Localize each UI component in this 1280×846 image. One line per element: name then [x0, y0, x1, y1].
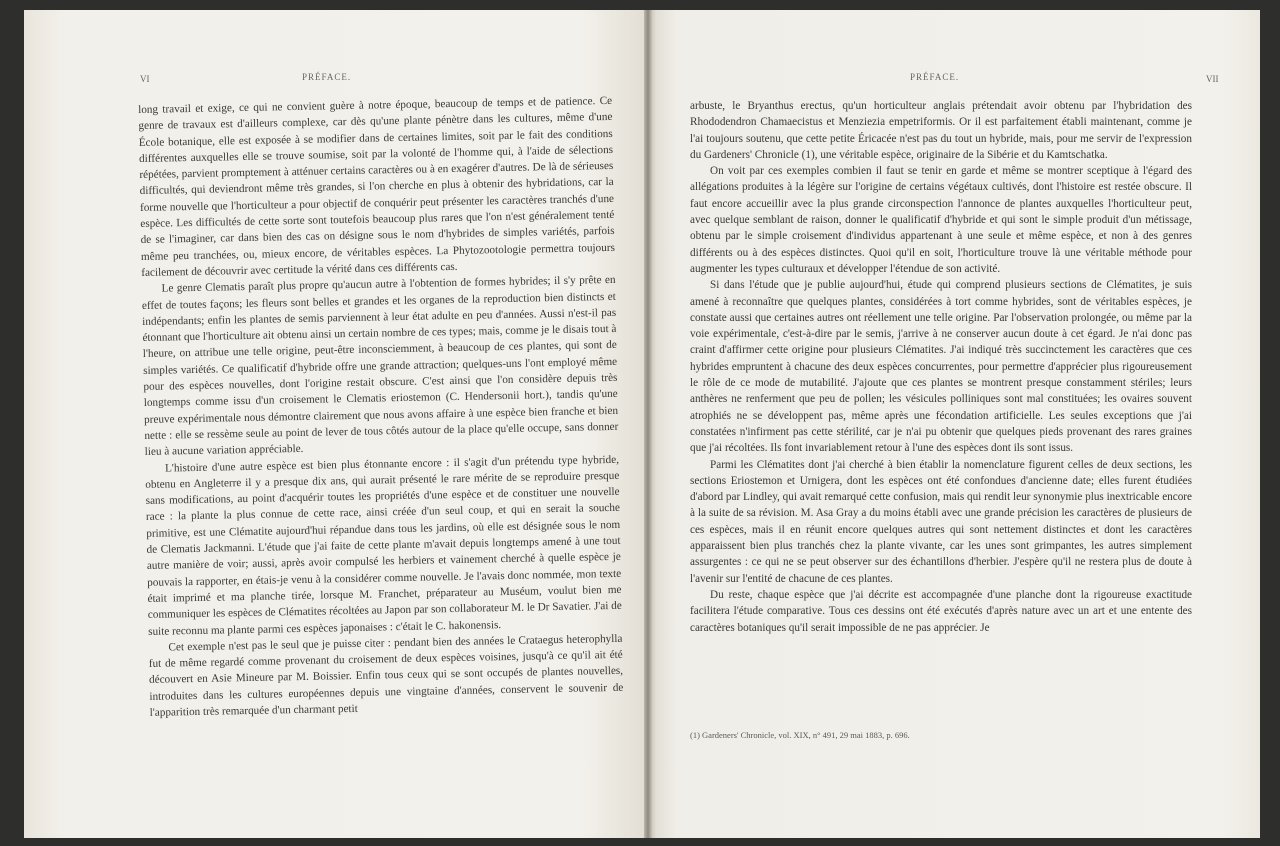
right-paragraph-4: Parmi les Clématites dont j'ai cherché à bien établir la nomenclature figurent celles de deux sections, les sections Eriostemon et Urnigera, dont les espèces ont été confondues d'ancienne date; elles furent étudiées d'abord par Lindley, qui avait remarqué cette confusion, mais qui rendit leur synonymie plus inextricable encore à la suite de sa révision. M. Asa Gray a du moins établi avec une grande précision les caractères de plusieurs de ces espèces, mais il en réunit encore quelques autres qui sont nettement distinctes et dont les caractères apparaissent bien plus tranchés chez la plante vivante, car les unes sont grimpantes, les autres simplement assurgentes : ce qui ne se peut observer sur des échantillons d'herbier. J'espère qu'il ne restera plus de doute à l'avenir sur l'entité de chacune de ces plantes. [690, 458, 1192, 585]
book-gutter [644, 10, 652, 838]
right-paragraph-5: Du reste, chaque espèce que j'ai décrite est accompagnée d'une planche dont la rigoureuse exactitude facilitera l'étude comparative. Tous ces dessins ont été exécutés d'après nature avec un art et une entente des caractères botaniques qu'il serait impossible de ne pas apprécier. Je [690, 588, 1192, 634]
left-folio: VI [140, 74, 150, 84]
right-folio: VII [1206, 74, 1219, 84]
left-body-text [138, 93, 624, 721]
right-page [646, 10, 1260, 838]
right-body-text [690, 98, 1192, 636]
left-running-head: PRÉFACE. [302, 72, 352, 82]
book-spread [24, 10, 1260, 838]
right-paragraph-3: Si dans l'étude que je publie aujourd'hui, étude qui comprend plusieurs sections de Clématites, je suis amené à reconnaître que quelques plantes, considérées à tort comme hybrides, sont de véritables espèces, je constate aussi que certaines autres ont réellement une telle origine. Par l'observation prolongée, ou même par la voie expérimentale, c'est-à-dire par le semis, j'arrive à ne conserver aucun doute à cet égard. Je n'ai donc pas craint d'affirmer cette origine pour plusieurs Clématites. J'ai indiqué très succinctement les caractères que ces hybrides empruntent à chacune des deux espèces concurrentes, pour permettre d'apprécier plus rigoureusement le rôle de ce mode de mutabilité. J'ajoute que ces plantes se montrent presque constamment stériles; leurs anthères ne renferment que peu de pollen; les vésicules polliniques sont mal constituées; les ovaires souvent atrophiés ne se développent pas, même après une fécondation artificielle. Les seules exceptions que j'ai constatées n'infirment pas cette stérilité, car je n'ai pu obtenir que quelques pieds provenant des rares graines que j'ai récoltées. Ils font invariablement retour à l'une des espèces dont ils sont issus. [690, 279, 1192, 455]
left-page [24, 10, 646, 838]
right-paragraph-1: arbuste, le Bryanthus erectus, qu'un horticulteur anglais prétendait avoir obtenu par l'hybridation des Rhododendron Chamaecistus et Menziezia empetriformis. Or il est parfaitement établi maintenant, comme je l'ai toujours soutenu, que cette petite Éricacée n'est pas du tout un hybride, mais, pour me servir de l'expression du Gardeners' Chronicle (1), une véritable espèce, originaire de la Sibérie et du Kamtschatka. [690, 100, 1192, 161]
footnote: (1) Gardeners' Chronicle, vol. XIX, n° 491, 29 mai 1883, p. 696. [690, 730, 910, 740]
left-paragraph-3: L'histoire d'une autre espèce est bien plus étonnante encore : il s'agit d'un prétendu type hybride, obtenu en Angleterre il y a presque dix ans, qui aurait présenté le rare mérite de se reproduire presque sans modifications, au point d'acquérir toutes les propriétés d'une espèce et de constituer une nouvelle race : la plante la plus connue de cette race, ainsi créée d'un seul coup, et qui en serait la souche primitive, est une Clématite aujourd'hui répandue dans tous les jardins, où elle est désignée sous le nom de Clematis Jackmanni. L'étude que j'ai faite de cette plante m'avait depuis longtemps amené à une tout autre manière de voir; aussi, après avoir compulsé les herbiers et vainement cherché à quelle espèce je pouvais la rapporter, en étais-je venu à la considérer comme nouvelle. Je l'avais donc nommée, mon texte était imprimé et ma planche tirée, lorsque M. Franchet, préparateur au Muséum, voulut bien me communiquer les espèces de Clématites récoltées au Japon par son collaborateur M. le Dr Savatier. J'ai de suite reconnu ma plante parmi ces espèces japonaises : c'était le C. hakonensis. [145, 453, 622, 638]
right-running-head: PRÉFACE. [910, 72, 960, 82]
left-paragraph-2: Le genre Clematis paraît plus propre qu'aucun autre à l'obtention de formes hybrides; il s'y prête en effet de toutes façons; les fleurs sont belles et grandes et les organes de la reproduction bien distincts et indépendants; enfin les plantes de semis parviennent à leur état adulte en peu d'années. Aussi n'est-il pas étonnant que l'horticulture ait obtenu ainsi un certain nombre de ces types; mais, comme je le disais tout à l'heure, on attribue une telle origine, peut-être inconsciemment, à beaucoup de ces plantes, qui sont de simples variétés. Ce qualificatif d'hybride offre une grande attraction; quelques-uns l'ont employé même pour des espèces nouvelles, dont l'origine restait obscure. C'est ainsi que l'on considère depuis très longtemps comme issu d'un croisement le Clematis eriostemon (C. Hendersonii hort.), tandis qu'une preuve expérimentale nous démontre clairement que nous avons affaire à une espèce bien franche et bien nette : elle se ressème seule au point de lever de tous côtés autour de la place qu'elle occupe, sans donner lieu à aucune variation appréciable. [141, 274, 619, 459]
left-paragraph-4: Cet exemple n'est pas le seul que je puisse citer : pendant bien des années le Crataegus heterophylla fut de même regardé comme provenant du croisement de deux espèces voisines, jusqu'à ce qu'il ait été découvert en Asie Mineure par M. Boissier. Enfin tous ceux qui se sont occupés de plantes nouvelles, introduites dans les cultures européennes depuis une vingtaine d'années, conservent le souvenir de l'apparition très remarquée d'un charmant petit [148, 632, 624, 719]
left-paragraph-1: long travail et exige, ce qui ne convient guère à notre époque, beaucoup de temps et de patience. Ce genre de travaux est d'ailleurs complexe, car dès qu'une plante pénètre dans les cultures, même d'une École botanique, elle est exposée à se modifier dans de certaines limites, soit par le fait des conditions différentes auxquelles elle se trouve soumise, soit par la volonté de l'homme qui, à l'aide de sélections répétées, parvient promptement à atténuer certains caractères ou à en exagérer d'autres. De là de sérieuses difficultés, qui deviendront même très grandes, si l'on cherche en plus à obtenir des hybridations, car la forme nouvelle que l'horticulteur a pour objectif de conquérir peut présenter les caractères tranchés d'une espèce. Les difficultés de cette sorte sont toutefois beaucoup plus rares que l'on n'est généralement tenté de se l'imaginer, car dans bien des cas on désigne sous le nom d'hybrides de simples variétés, parfois même peu tranchées, ou, mieux encore, de véritables espèces. La Phytozootologie permettra toujours facilement de découvrir avec certitude la vérité dans ces différents cas. [138, 94, 615, 279]
right-paragraph-2: On voit par ces exemples combien il faut se tenir en garde et même se montrer sceptique à l'égard des allégations produites à la légère sur l'origine de certains végétaux cultivés, dont l'histoire est restée obscure. Il faut encore accueillir avec la plus grande circonspection l'annonce de plantes auxquelles l'horticulteur peut, avec quelque semblant de raison, donner le qualificatif d'hybride et qui sont le simple produit d'un métissage, obtenu par le simple croisement d'individus appartenant à une seule et même espèce, et non à des genres différents ou à des espèces distinctes. Quoi qu'il en soit, l'horticulture trouve là une véritable méthode pour augmenter les types culturaux et développer l'étendue de son activité. [690, 165, 1192, 275]
